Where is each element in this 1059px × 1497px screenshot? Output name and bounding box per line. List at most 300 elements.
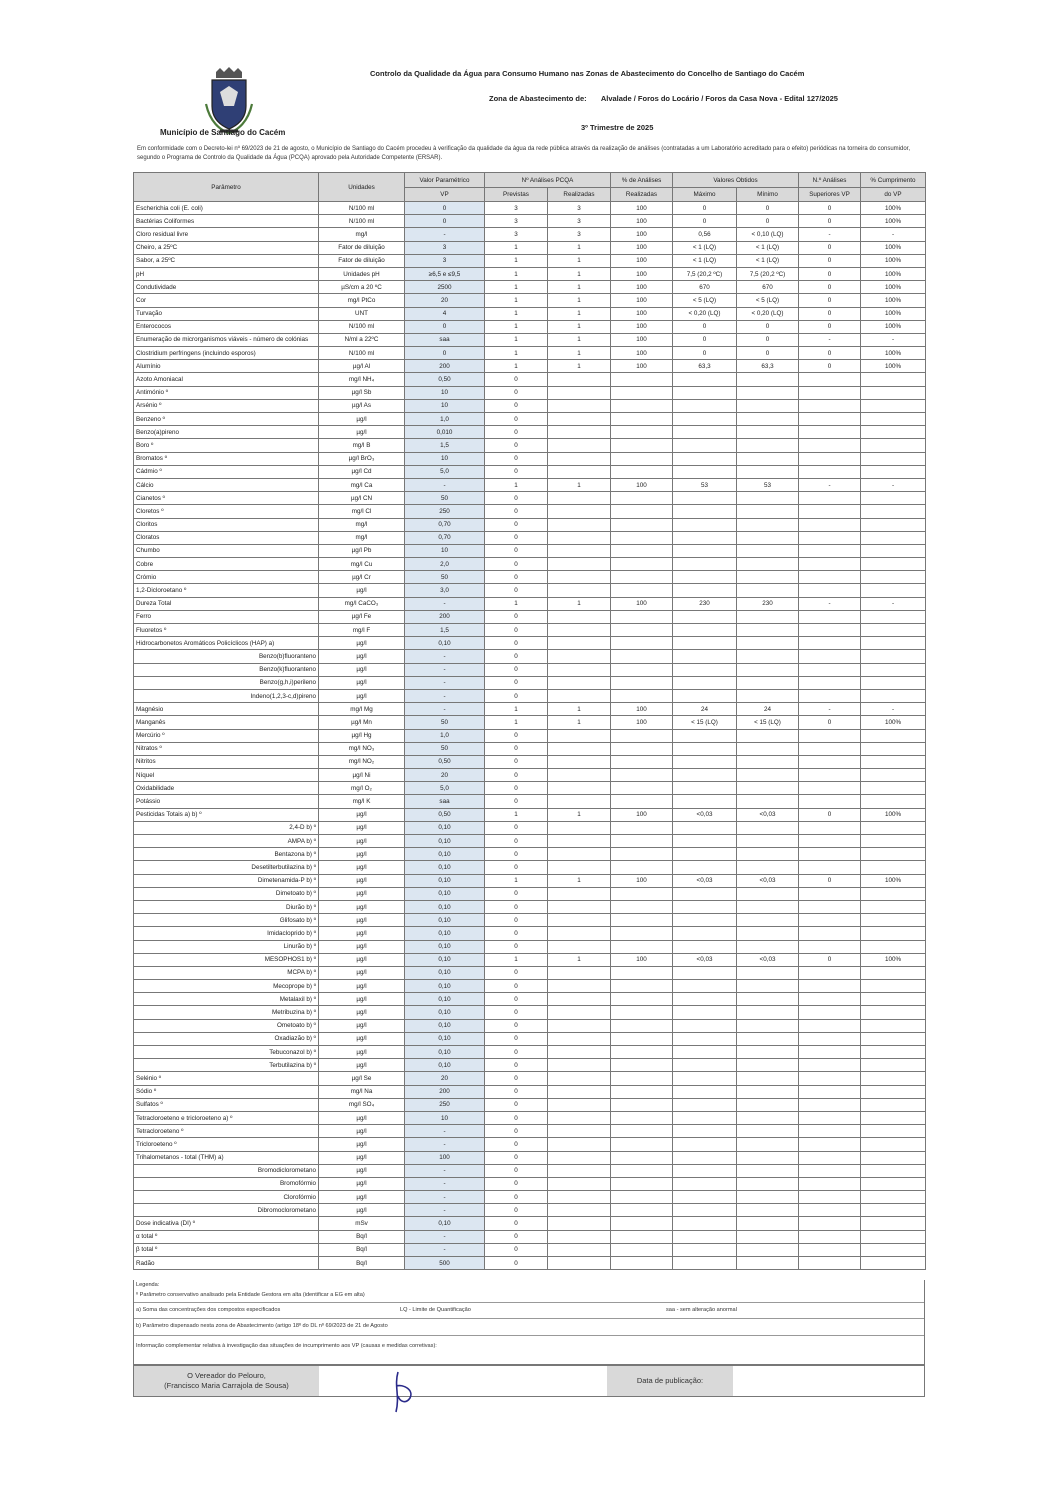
councillor-name: (Francisco Maria Carrajola de Sousa) [164,1381,289,1390]
cell-superiores [799,1204,861,1217]
cell-superiores [799,848,861,861]
cell-vp: 500 [405,1257,485,1270]
table-row [134,993,926,1006]
cell-cumprimento [861,413,926,426]
cell-param: Glifosato b) º [134,914,319,927]
cell-vp: 0 [405,215,485,228]
cell-vp: 0,50 [405,373,485,386]
cell-param: Manganês [134,716,319,729]
cell-pct [611,544,673,557]
cell-minimo [737,1032,799,1045]
cell-param: Condutividade [134,281,319,294]
table-row [134,1151,926,1164]
cell-cumprimento [861,1125,926,1138]
table-row [134,624,926,637]
cell-superiores [799,1257,861,1270]
cell-unit: mg/l Na [319,1085,405,1098]
cell-superiores [799,795,861,808]
cell-param: AMPA b) º [134,835,319,848]
cell-superiores [799,966,861,979]
cell-maximo [673,373,737,386]
cell-pct [611,426,673,439]
cell-param: Azoto Amoniacal [134,373,319,386]
cell-superiores [799,835,861,848]
cell-maximo [673,1138,737,1151]
cell-vp: 0,10 [405,821,485,834]
cell-param: Ferro [134,610,319,623]
cell-minimo [737,927,799,940]
cell-minimo: <0,03 [737,808,799,821]
cell-cumprimento [861,624,926,637]
cell-maximo [673,729,737,742]
cell-param: Cianetos º [134,492,319,505]
cell-minimo [737,821,799,834]
cell-superiores [799,544,861,557]
cell-unit: µg/l [319,1046,405,1059]
signature-box [133,1365,925,1397]
cell-realizadas: 1 [548,267,611,280]
cell-param: Nitritos [134,755,319,768]
cell-unit: µg/l [319,650,405,663]
cell-maximo [673,650,737,663]
cell-unit: µg/l [319,874,405,887]
cell-vp: - [405,1125,485,1138]
cell-maximo: <0,03 [673,808,737,821]
cell-pct [611,980,673,993]
cell-minimo [737,465,799,478]
cell-vp: - [405,650,485,663]
cell-realizadas [548,492,611,505]
cell-minimo [737,1164,799,1177]
cell-superiores: 0 [799,241,861,254]
cell-previstas: 0 [485,1151,548,1164]
cell-previstas: 0 [485,980,548,993]
cell-previstas: 0 [485,663,548,676]
cell-param: 2,4-D b) º [134,821,319,834]
cell-superiores: 0 [799,254,861,267]
cell-pct: 100 [611,215,673,228]
table-row [134,386,926,399]
cell-vp: - [405,1177,485,1190]
cell-minimo [737,505,799,518]
legend-title: Legenda: [136,1282,160,1288]
cell-realizadas [548,1243,611,1256]
cell-maximo [673,1177,737,1190]
cell-cumprimento [861,861,926,874]
cell-previstas: 0 [485,1072,548,1085]
cell-minimo [737,689,799,702]
handwritten-signature-icon [380,1366,430,1416]
cell-maximo [673,1230,737,1243]
cell-vp: 0,10 [405,980,485,993]
table-row [134,769,926,782]
cell-realizadas [548,1072,611,1085]
table-row [134,1032,926,1045]
cell-vp: 0,50 [405,808,485,821]
cell-pct [611,413,673,426]
cell-vp: 0,10 [405,874,485,887]
cell-cumprimento [861,729,926,742]
cell-maximo [673,980,737,993]
header-pct-analises-2: Realizadas [611,188,673,202]
cell-unit: µg/l BrO₃ [319,452,405,465]
cell-minimo [737,1217,799,1230]
cell-param: Clostridium perfringens (incluindo esporos) [134,347,319,360]
cell-realizadas: 1 [548,241,611,254]
cell-maximo [673,571,737,584]
table-row [134,1164,926,1177]
cell-pct [611,1125,673,1138]
cell-vp: 50 [405,492,485,505]
cell-minimo [737,399,799,412]
cell-superiores [799,1138,861,1151]
cell-pct [611,993,673,1006]
cell-realizadas [548,927,611,940]
cell-param: Dose indicativa (DI) º [134,1217,319,1230]
cell-unit: µg/l [319,914,405,927]
cell-previstas: 0 [485,1006,548,1019]
cell-unit: µg/l As [319,399,405,412]
cell-cumprimento [861,689,926,702]
cell-previstas: 3 [485,228,548,241]
cell-param: Radão [134,1257,319,1270]
table-row [134,927,926,940]
cell-realizadas [548,914,611,927]
cell-unit: mg/l NO₃ [319,742,405,755]
cell-previstas: 0 [485,399,548,412]
cell-superiores [799,1125,861,1138]
cell-previstas: 1 [485,808,548,821]
cell-realizadas [548,1204,611,1217]
cell-cumprimento [861,373,926,386]
table-row [134,492,926,505]
cell-previstas: 0 [485,1217,548,1230]
table-row [134,228,926,241]
cell-realizadas: 1 [548,320,611,333]
cell-pct [611,1098,673,1111]
header-vp: VP [405,188,485,202]
cell-unit: Fator de diluição [319,254,405,267]
table-row [134,439,926,452]
cell-param: Benzo(k)fluoranteno [134,663,319,676]
councillor-role: O Vereador do Pelouro, [187,1371,266,1380]
cell-previstas: 1 [485,478,548,491]
cell-realizadas [548,900,611,913]
cell-superiores [799,1059,861,1072]
cell-param: MESOPHOS1 b) º [134,953,319,966]
cell-vp: 0,10 [405,914,485,927]
cell-realizadas [548,1046,611,1059]
cell-maximo: 670 [673,281,737,294]
cell-vp: - [405,1191,485,1204]
cell-superiores [799,1177,861,1190]
cell-unit: µg/l [319,1111,405,1124]
cell-pct [611,1072,673,1085]
cell-unit: mg/l B [319,439,405,452]
cell-vp: - [405,676,485,689]
cell-cumprimento [861,980,926,993]
cell-cumprimento [861,399,926,412]
table-row [134,413,926,426]
cell-param: Cloratos [134,531,319,544]
cell-pct [611,861,673,874]
cell-vp: 0,10 [405,993,485,1006]
cell-vp: - [405,1138,485,1151]
cell-param: Enumeração de microrganismos viáveis - número de colónias [134,333,319,346]
cell-superiores [799,558,861,571]
cell-pct [611,742,673,755]
cell-minimo: < 0,20 (LQ) [737,307,799,320]
cell-cumprimento: 100% [861,202,926,215]
cell-superiores [799,413,861,426]
table-row [134,716,926,729]
cell-previstas: 0 [485,676,548,689]
cell-minimo [737,373,799,386]
supply-zone-value: Alvalade / Foros do Locário / Foros da Casa Nova - Edital 127/2025 [600,94,838,103]
cell-minimo [737,755,799,768]
cell-realizadas [548,993,611,1006]
table-row [134,465,926,478]
cell-realizadas [548,676,611,689]
cell-superiores [799,861,861,874]
cell-previstas: 1 [485,333,548,346]
cell-realizadas: 1 [548,874,611,887]
cell-unit: mg/l CaCO₃ [319,597,405,610]
table-row [134,254,926,267]
cell-param: Clorofórmio [134,1191,319,1204]
cell-cumprimento [861,940,926,953]
cell-unit: µg/l [319,663,405,676]
cell-minimo [737,439,799,452]
table-row [134,399,926,412]
cell-pct [611,373,673,386]
cell-vp: 0,010 [405,426,485,439]
cell-param: Enterococos [134,320,319,333]
publication-date-field [734,1366,924,1396]
cell-pct [611,399,673,412]
cell-param: Magnésio [134,703,319,716]
cell-unit: µg/l [319,676,405,689]
cell-superiores [799,1085,861,1098]
cell-previstas: 0 [485,1019,548,1032]
cell-pct [611,492,673,505]
cell-unit: mg/l K [319,795,405,808]
cell-unit: N/100 ml [319,202,405,215]
table-row [134,544,926,557]
cell-unit: mg/l Ca [319,478,405,491]
cell-maximo: 53 [673,478,737,491]
cell-vp: 0,10 [405,1006,485,1019]
cell-superiores: 0 [799,808,861,821]
cell-unit: µg/l [319,584,405,597]
cell-superiores [799,386,861,399]
cell-minimo [737,544,799,557]
table-row [134,835,926,848]
cell-cumprimento: 100% [861,267,926,280]
cell-superiores [799,571,861,584]
cell-realizadas [548,413,611,426]
cell-vp: 5,0 [405,782,485,795]
cell-unit: µg/l [319,821,405,834]
cell-superiores [799,742,861,755]
cell-vp: 20 [405,769,485,782]
cell-cumprimento [861,1217,926,1230]
cell-param: Cor [134,294,319,307]
cell-superiores [799,373,861,386]
cell-vp: 0,10 [405,637,485,650]
cell-vp: 20 [405,1072,485,1085]
cell-vp: saa [405,333,485,346]
cell-realizadas [548,782,611,795]
table-row [134,900,926,913]
cell-param: Sabor, a 25ºC [134,254,319,267]
cell-pct [611,1243,673,1256]
cell-pct [611,439,673,452]
cell-cumprimento [861,1204,926,1217]
table-row [134,914,926,927]
cell-vp: 1,5 [405,439,485,452]
cell-previstas: 0 [485,624,548,637]
cell-pct [611,729,673,742]
cell-pct: 100 [611,703,673,716]
cell-previstas: 3 [485,202,548,215]
cell-cumprimento [861,1111,926,1124]
cell-previstas: 0 [485,1191,548,1204]
cell-minimo [737,663,799,676]
cell-previstas: 0 [485,1138,548,1151]
cell-realizadas [548,887,611,900]
cell-realizadas: 1 [548,360,611,373]
cell-param: Bactérias Coliformes [134,215,319,228]
cell-param: Diurão b) º [134,900,319,913]
cell-param: Linurão b) º [134,940,319,953]
cell-maximo [673,1125,737,1138]
cell-pct [611,571,673,584]
cell-param: Dibromoclorometano [134,1204,319,1217]
cell-minimo [737,1230,799,1243]
cell-previstas: 0 [485,439,548,452]
cell-maximo [673,1085,737,1098]
cell-realizadas [548,452,611,465]
cell-realizadas [548,1111,611,1124]
cell-cumprimento [861,465,926,478]
cell-previstas: 0 [485,650,548,663]
cell-superiores: 0 [799,281,861,294]
cell-cumprimento [861,584,926,597]
table-row [134,215,926,228]
table-row [134,347,926,360]
cell-vp: - [405,1230,485,1243]
water-quality-table [133,172,926,1270]
cell-realizadas [548,966,611,979]
cell-unit: N/100 ml [319,320,405,333]
cell-maximo [673,861,737,874]
header-valor-parametrico: Valor Paramétrico [405,173,485,188]
cell-cumprimento [861,782,926,795]
cell-previstas: 0 [485,558,548,571]
cell-pct: 100 [611,333,673,346]
cell-cumprimento [861,663,926,676]
cell-vp: 2500 [405,281,485,294]
cell-unit: mg/l O₂ [319,782,405,795]
cell-param: Nitratos º [134,742,319,755]
cell-vp: 3 [405,254,485,267]
cell-vp: 200 [405,1085,485,1098]
cell-minimo [737,1204,799,1217]
cell-cumprimento: 100% [861,320,926,333]
cell-maximo [673,426,737,439]
cell-minimo [737,610,799,623]
cell-superiores [799,1151,861,1164]
cell-previstas: 0 [485,531,548,544]
cell-pct [611,887,673,900]
cell-minimo: 0 [737,215,799,228]
cell-previstas: 0 [485,1111,548,1124]
cell-superiores [799,465,861,478]
cell-realizadas [548,1257,611,1270]
table-row [134,1125,926,1138]
cell-superiores [799,993,861,1006]
cell-pct: 100 [611,360,673,373]
cell-cumprimento [861,1059,926,1072]
cell-unit: µg/l [319,1204,405,1217]
cell-realizadas [548,1151,611,1164]
cell-previstas: 0 [485,887,548,900]
cell-param: Tebuconazol b) º [134,1046,319,1059]
cell-pct [611,518,673,531]
cell-realizadas [548,769,611,782]
legend-line-2: a) Soma das concentrações dos compostos especificados [136,1307,281,1313]
cell-previstas: 1 [485,597,548,610]
cell-vp: 4 [405,307,485,320]
cell-previstas: 0 [485,505,548,518]
cell-superiores [799,980,861,993]
cell-cumprimento [861,1098,926,1111]
header-maximo: Máximo [673,188,737,202]
cell-unit: µg/l [319,1177,405,1190]
municipality-crest-icon [200,66,258,136]
cell-vp: saa [405,795,485,808]
cell-unit: Unidades pH [319,267,405,280]
table-row [134,1046,926,1059]
cell-maximo [673,1204,737,1217]
cell-param: Dimetenamida-P b) º [134,874,319,887]
cell-previstas: 0 [485,993,548,1006]
cell-unit: µg/l [319,689,405,702]
cell-vp: 0 [405,202,485,215]
cell-realizadas [548,426,611,439]
cell-minimo: < 1 (LQ) [737,254,799,267]
cell-maximo [673,413,737,426]
cell-pct: 100 [611,294,673,307]
cell-maximo: <0,03 [673,874,737,887]
cell-param: Terbutilazina b) º [134,1059,319,1072]
cell-previstas: 0 [485,1164,548,1177]
table-row [134,808,926,821]
cell-realizadas [548,795,611,808]
table-row [134,360,926,373]
cell-vp: 0,70 [405,518,485,531]
table-row [134,795,926,808]
table-row [134,729,926,742]
cell-pct: 100 [611,874,673,887]
cell-vp: 0,10 [405,887,485,900]
table-row [134,1072,926,1085]
cell-superiores [799,399,861,412]
cell-unit: µg/l [319,1032,405,1045]
cell-unit: Bq/l [319,1243,405,1256]
cell-maximo: 0 [673,320,737,333]
